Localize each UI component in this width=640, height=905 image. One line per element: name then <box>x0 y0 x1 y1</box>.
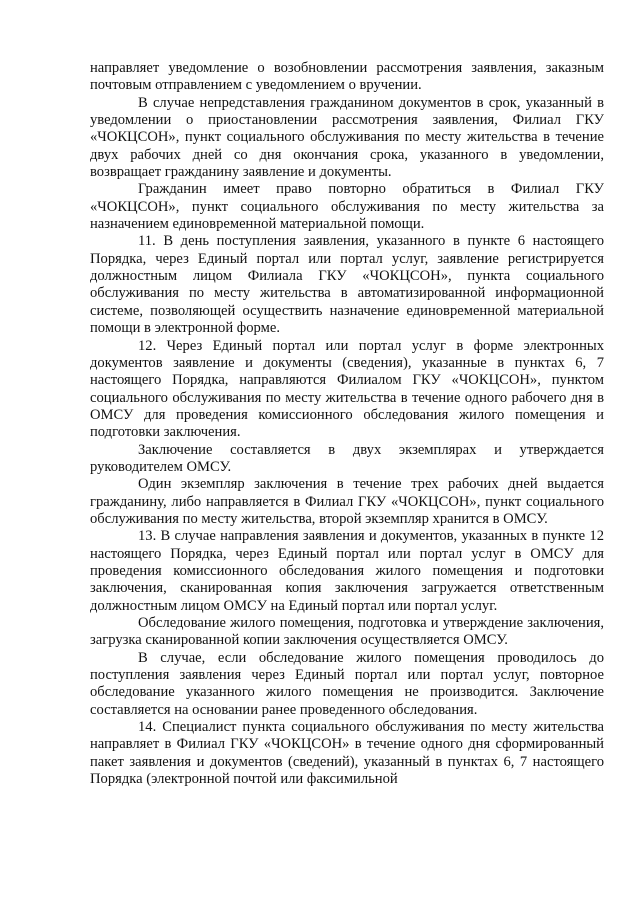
paragraph-inspection: Обследование жилого помещения, подготовка и утверждение заключения, загрузка сканированной копии заключения осуществляется ОМСУ. <box>90 615 604 649</box>
paragraph-continuation: направляет уведомление о возобновлении рассмотрения заявления, заказным почтовым отправлением с уведомлением о вручении. <box>90 60 604 94</box>
paragraph-item-12: 12. Через Единый портал или портал услуг в форме электронных документов заявление и документы (сведения), указанные в пунктах 6, 7 настоящего Порядка, направляются Филиалом ГКУ «ЧОКЦСОН», пунктом социального обслуживания по месту жительства в течение одного рабочего дня в ОМСУ для проведения комиссионного обследования жилого помещения и подготовки заключения. <box>90 337 604 441</box>
paragraph-prior-inspection: В случае, если обследование жилого помещения проводилось до поступления заявления через Единый портал или портал услуг, повторное обследование указанного жилого помещения не производится. Заключение составляется на основании ранее проведенного обследования. <box>90 649 604 718</box>
document-body <box>90 60 604 788</box>
paragraph-conclusion-delivery: Один экземпляр заключения в течение трех рабочих дней выдается гражданину, либо направляется в Филиал ГКУ «ЧОКЦСОН», пункт социального обслуживания по месту жительства, второй экземпляр хранится в ОМСУ. <box>90 476 604 527</box>
paragraph-conclusion-copies: Заключение составляется в двух экземплярах и утверждается руководителем ОМСУ. <box>90 441 604 475</box>
paragraph-item-13: 13. В случае направления заявления и документов, указанных в пункте 12 настоящего Порядка, через Единый портал или портал услуг в ОМСУ для проведения комиссионного обследования жилого помещения и подготовки заключения, сканированная копия заключения загружается ответственным должностным лицом ОМСУ на Единый портал или портал услуг. <box>90 528 604 614</box>
paragraph-non-submission: В случае непредставления гражданином документов в срок, указанный в уведомлении о приостановлении рассмотрения заявления, Филиал ГКУ «ЧОКЦСОН», пункт социального обслуживания по месту жительства в течение двух рабочих дней со дня окончания срока, указанного в уведомлении, возвращает гражданину заявление и документы. <box>90 94 604 181</box>
paragraph-item-14: 14. Специалист пункта социального обслуживания по месту жительства направляет в Филиал ГКУ «ЧОКЦСОН» в течение одного дня сформированный пакет заявления и документов (сведений), указанный в пунктах 6, 7 настоящего Порядка (электронной почтой или факсимильной <box>90 719 604 788</box>
paragraph-item-11: 11. В день поступления заявления, указанного в пункте 6 настоящего Порядка, через Единый портал или портал услуг, заявление регистрируется должностным лицом Филиала ГКУ «ЧОКЦСОН», пункта социального обслуживания по месту жительства в автоматизированной информационной системе, позволяющей осуществить назначение единовременной материальной помощи в электронной форме. <box>90 233 604 337</box>
paragraph-right-to-reapply: Гражданин имеет право повторно обратиться в Филиал ГКУ «ЧОКЦСОН», пункт социального обслуживания по месту жительства за назначением единовременной материальной помощи. <box>90 181 604 233</box>
